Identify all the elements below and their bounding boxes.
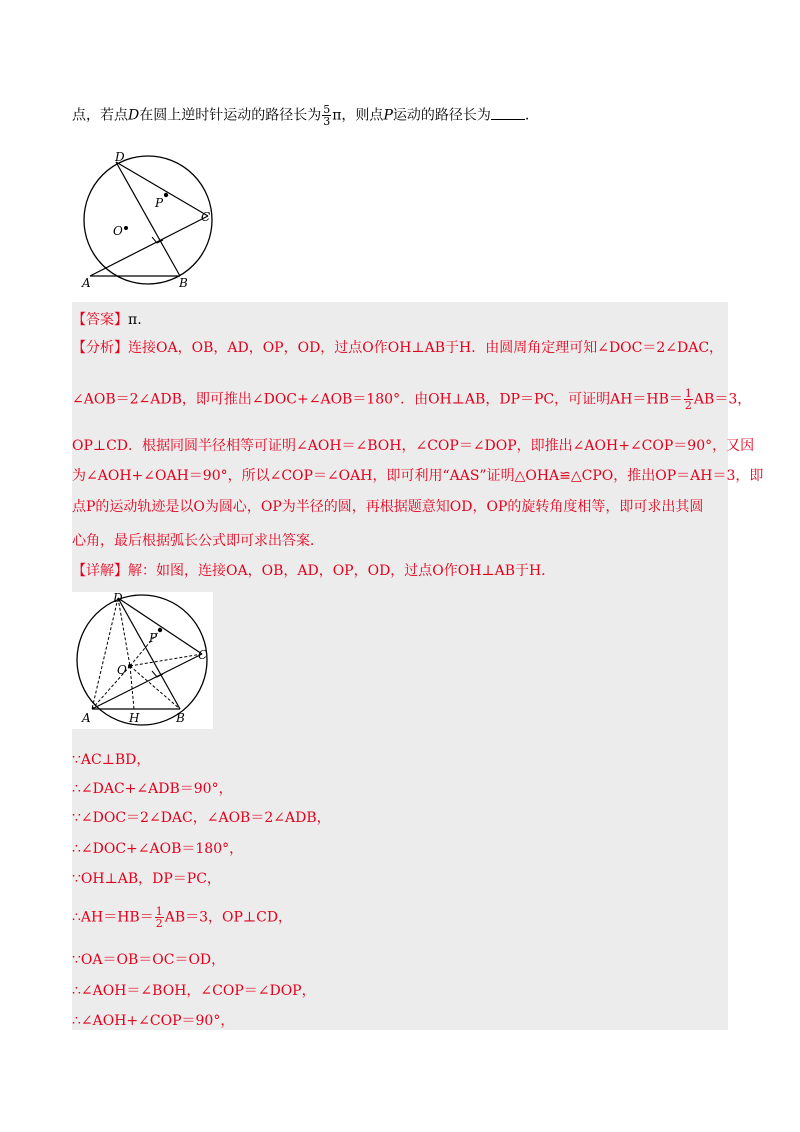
fraction-numerator: 1 — [155, 905, 163, 918]
step-1 — [72, 750, 150, 770]
fraction-numerator: 1 — [684, 387, 692, 400]
analysis-text-3: OP⊥CD．根据同圆半径相等可证明∠AOH＝∠BOH，∠COP＝∠DOP，即推出∠AOH+∠COP＝90°，又因 — [72, 438, 755, 454]
step-3 — [72, 808, 331, 828]
analysis-line-5 — [72, 497, 703, 517]
analysis-line-1 — [72, 338, 723, 358]
analysis-tag: 【分析】 — [72, 340, 128, 356]
analysis-line-2 — [72, 388, 751, 411]
question-text-end: . — [524, 107, 530, 124]
step-6-text-pre: ∴AH＝HB＝ — [72, 909, 154, 926]
label-o: O — [113, 224, 123, 238]
step-4-text: ∴∠DOC+∠AOB＝180°， — [72, 841, 244, 857]
fraction-five-thirds — [322, 104, 331, 127]
answer-tag: 【答案】 — [72, 312, 128, 328]
label-b: B — [179, 276, 188, 290]
figure-2 — [72, 592, 213, 729]
point-d-label: D — [128, 107, 140, 124]
fraction-denominator: 2 — [155, 917, 163, 930]
segment-oh-dashed — [130, 666, 134, 709]
detail-intro: 解：如图，连接OA，OB，AD，OP，OD，过点O作OH⊥AB于H． — [128, 563, 556, 579]
detail-tag: 【详解】 — [72, 563, 128, 579]
fraction-denominator: 3 — [323, 115, 331, 128]
step-8-text: ∴∠AOH＝∠BOH，∠COP＝∠DOP， — [72, 983, 316, 999]
analysis-line-4 — [72, 466, 763, 486]
point-o-dot — [124, 226, 128, 230]
step-8 — [72, 981, 316, 1001]
analysis-fraction-half — [684, 388, 693, 411]
step-2 — [72, 779, 233, 799]
label-p: P — [149, 631, 158, 645]
analysis-text-1: 连接OA，OB，AD，OP，OD，过点O作OH⊥AB于H．由圆周角定理可知∠DOC＝2∠DAC， — [128, 340, 724, 356]
step-7-text: ∵OA＝OB＝OC＝OD， — [72, 952, 226, 968]
question-text-mid: 在圆上逆时针运动的路径长为 — [139, 107, 322, 124]
point-p-dot — [164, 193, 168, 197]
step-2-text: ∴∠DAC+∠ADB＝90°， — [72, 781, 233, 797]
step-5 — [72, 869, 221, 889]
point-p-dot — [158, 628, 162, 632]
label-c: C — [198, 648, 208, 662]
question-text-post: 运动的路径长为 — [392, 107, 491, 124]
segment-ac — [92, 654, 202, 709]
segment-ob-dashed — [130, 666, 180, 709]
analysis-text-4: 为∠AOH+∠OAH＝90°，所以∠COP＝∠OAH，即可利用“AAS”证明△OHA≌△CPO，推出OP＝AH＝3，即 — [72, 468, 764, 484]
label-b: B — [176, 711, 185, 725]
segment-db — [116, 162, 180, 276]
question-text-pi: π，则点 — [332, 107, 384, 124]
segment-ac — [90, 216, 208, 276]
step-4 — [72, 839, 243, 859]
answer-blank — [491, 107, 525, 120]
step-6-fraction-half — [155, 906, 164, 929]
label-d: D — [115, 150, 125, 164]
fraction-denominator: 2 — [684, 399, 692, 412]
figure-1 — [70, 148, 230, 294]
step-6 — [72, 906, 292, 929]
step-3-text: ∵∠DOC＝2∠DAC，∠AOB＝2∠ADB， — [72, 810, 331, 826]
analysis-text-2-post: AB＝3， — [693, 391, 752, 408]
label-p: P — [155, 196, 164, 210]
answer-text: π. — [128, 312, 142, 328]
label-h: H — [129, 711, 140, 725]
step-6-text-post: AB＝3，OP⊥CD， — [164, 909, 293, 926]
step-7 — [72, 950, 225, 970]
circle-diagram-2 — [72, 592, 213, 729]
point-o-dot — [128, 664, 132, 668]
question-line — [72, 104, 529, 127]
analysis-text-2-pre: ∠AOB＝2∠ADB，即可推出∠DOC+∠AOB＝180°．由OH⊥AB，DP＝PC，可证明AH＝HB＝ — [72, 391, 683, 408]
analysis-line-3 — [72, 436, 754, 456]
fraction-numerator: 5 — [323, 103, 331, 116]
detail-line — [72, 561, 555, 581]
question-text-pre: 点，若点 — [72, 107, 128, 124]
analysis-text-6: 心角，最后根据弧长公式即可求出答案． — [72, 533, 324, 549]
label-c: C — [201, 210, 211, 224]
answer-line — [72, 310, 142, 330]
step-5-text: ∵OH⊥AB，DP＝PC， — [72, 871, 221, 887]
step-9 — [72, 1011, 234, 1031]
step-1-text: ∵AC⊥BD， — [72, 752, 151, 768]
label-o: O — [117, 663, 127, 677]
analysis-line-6 — [72, 531, 324, 551]
label-a: A — [82, 711, 91, 725]
point-p-label: P — [383, 107, 393, 124]
label-a: A — [82, 276, 91, 290]
circle-diagram-1 — [70, 148, 230, 294]
segment-dc — [118, 598, 202, 654]
step-9-text: ∴∠AOH+∠COP＝90°， — [72, 1013, 235, 1029]
label-d: D — [113, 592, 123, 605]
analysis-text-5: 点P的运动轨迹是以O为圆心，OP为半径的圆，再根据题意知OD，OP的旋转角度相等，即可求出其圆 — [72, 499, 704, 515]
